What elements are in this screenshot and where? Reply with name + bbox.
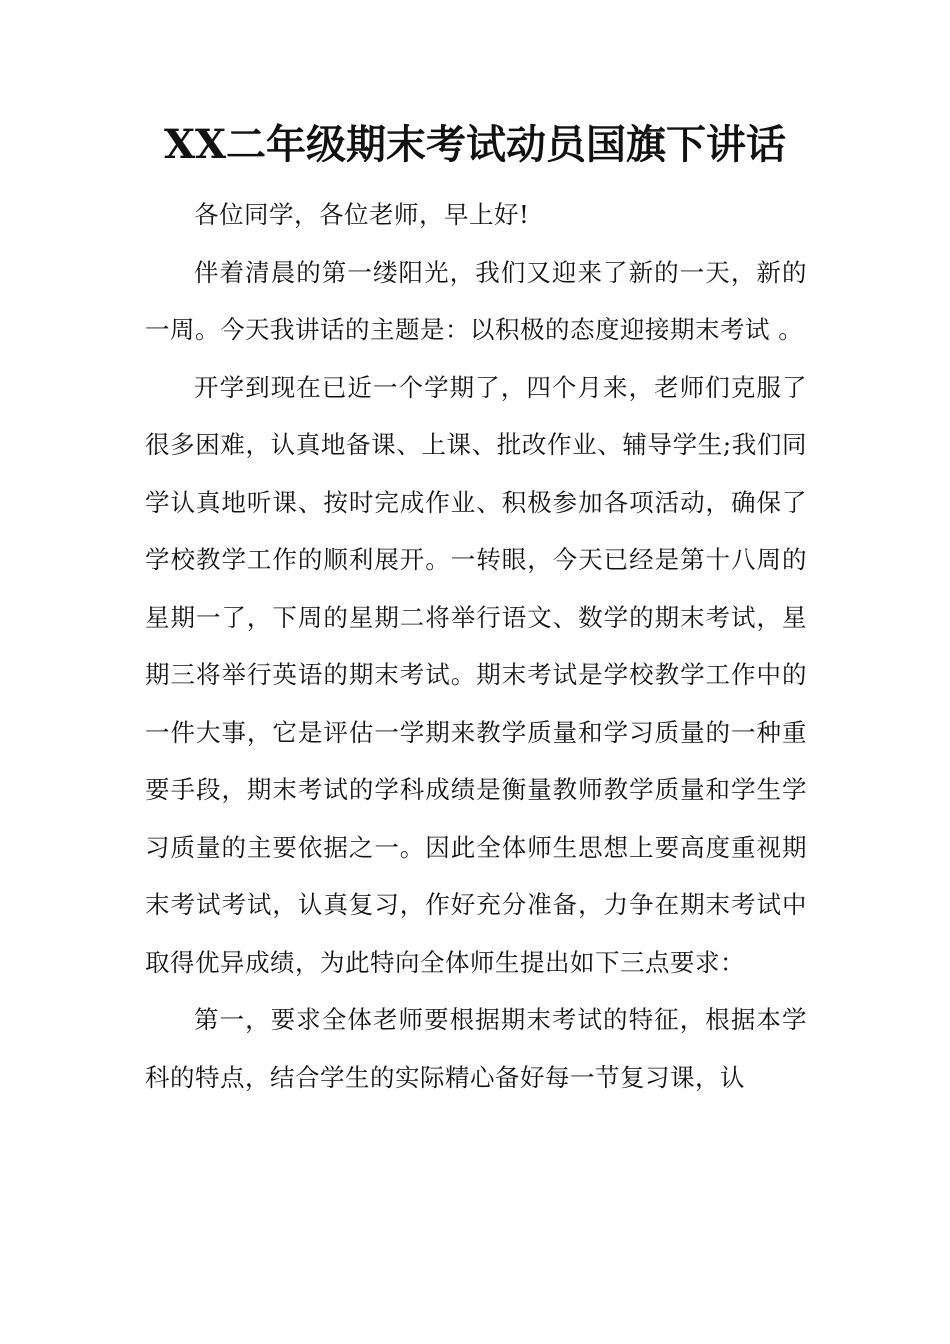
paragraph-greeting: 各位同学，各位老师，早上好! [194, 200, 530, 229]
paragraph-intro: 伴着清晨的第一缕阳光，我们又迎来了新的一天，新的一周。今天我讲话的主题是：以积极的态度迎接期末考试 。 [145, 257, 807, 344]
document-title: XX二年级期末考试动员国旗下讲话 [163, 121, 787, 168]
paragraph-main: 开学到现在已近一个学期了，四个月来，老师们克服了很多困难，认真地备课、上课、批改作业、辅导学生;我们同学认真地听课、按时完成作业、积极参加各项活动，确保了学校教学工作的顺利展开。一转眼，今天已经是第十八周的星期一了，下周的星期二将举行语文、数学的期末考试，星期三将举行英语的期末考试。期末考试是学校教学工作中的一件大事，它是评估一学期来教学质量和学习质量的一种重要手段，期末考试的学科成绩是衡量教师教学质量和学生学习质量的主要依据之一。因此全体师生思想上要高度重视期末考试考试，认真复习，作好充分准备，力争在期末考试中取得优异成绩，为此特向全体师生提出如下三点要求： [145, 372, 807, 977]
paragraph-first-requirement: 第一，要求全体老师要根据期末考试的特征，根据本学科的特点，结合学生的实际精心备好每一节复习课，认 [145, 1005, 807, 1092]
document-body [145, 186, 807, 1106]
